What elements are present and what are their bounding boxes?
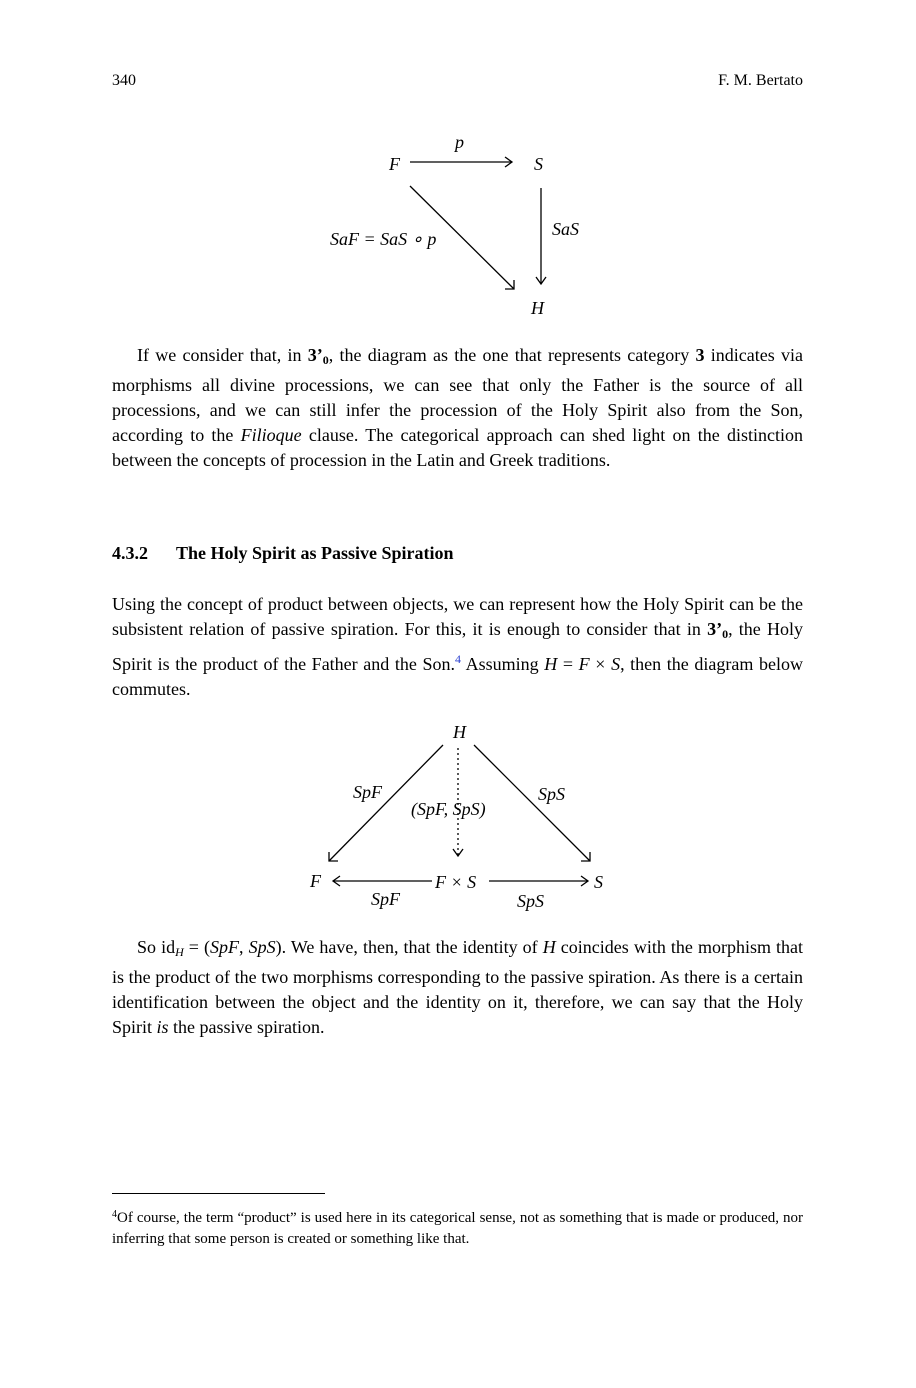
label-pair: (SpF, SpS) — [411, 799, 486, 819]
footnote-reference[interactable]: 4 — [455, 652, 462, 666]
node-H: H — [453, 722, 466, 742]
footnote-marker: 4 — [112, 1209, 117, 1220]
arrow-p — [410, 157, 512, 167]
label-SpF-diagonal: SpF — [353, 782, 382, 802]
label-p: p — [455, 132, 464, 152]
running-author: F. M. Bertato — [718, 72, 803, 89]
paragraph-procession: If we consider that, in $3’_0$, the diagram as the one that represents category 3 indicates via morphisms all divine processions, we can see that only the Father is the source of all processions, and we can still infer the procession of the Holy Spirit also from the Son, according to the Filioque clause. The categorical approach can shed light on the distinction between the concepts of procession in the Latin and Greek traditions. — [112, 345, 803, 470]
label-SaS: SaS — [552, 219, 579, 239]
arrow-product-to-S — [489, 876, 588, 886]
footnote-rule — [112, 1193, 325, 1194]
paragraph-product: Using the concept of product between objects, we can represent how the Holy Spirit can be the subsistent relation of passive spiration. For this, it is enough to consider that in $3’_0$, the Holy Spirit is the product of the Father and the Son.$^4$ Assuming H = F × S, then the diagram below commutes. — [112, 594, 803, 699]
node-F: F — [310, 871, 321, 891]
arrow-SaS — [536, 188, 546, 284]
label-composite: SaF = SaS ∘ p — [330, 229, 437, 249]
node-H: H — [531, 298, 544, 318]
node-product: F × S — [435, 872, 477, 892]
page-number: 340 — [112, 72, 136, 89]
footnote: $^4$Of course, the term “product” is used here in its categorical sense, not as something that is made or produced, nor inferring that some person is created or something like that. — [112, 1209, 803, 1247]
commutative-diagram-procession — [0, 0, 916, 330]
section-heading: 4.3.2 The Holy Spirit as Passive Spiration — [112, 543, 454, 563]
product-diagram — [0, 700, 916, 930]
label-SpS-bottom: SpS — [517, 891, 544, 911]
arrow-H-to-S — [474, 745, 590, 861]
arrow-product-to-F — [333, 876, 432, 886]
label-SpS-diagonal: SpS — [538, 784, 565, 804]
label-SpF-bottom: SpF — [371, 889, 400, 909]
node-S: S — [534, 154, 543, 174]
node-S: S — [594, 872, 603, 892]
paragraph-identity: So $id_H = (SpF$, SpS). We have, then, that the identity of H coincides with the morphism that is the product of the two morphisms corresponding to the passive spiration. As there is a certain identification between the object and the identity on it, therefore, we can say that the Holy Spirit is the passive spiration. — [112, 937, 803, 1037]
node-F: F — [389, 154, 400, 174]
